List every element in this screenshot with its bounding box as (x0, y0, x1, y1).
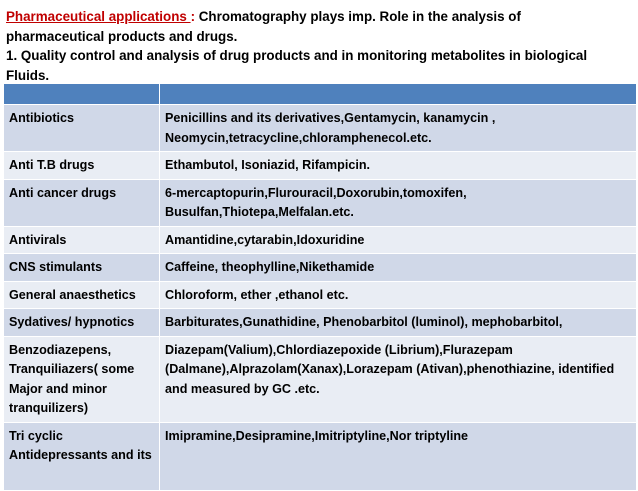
table-row (4, 309, 637, 337)
drugs-cell: 6-mercaptopurin,Flurouracil,Doxorubin,tomoxifen, Busulfan,Thiotepa,Melfalan.etc. (160, 179, 637, 226)
point-1: 1. Quality control and analysis of drug products and in monitoring metabolites in biological Fluids. (6, 48, 588, 83)
drugs-cell: Chloroform, ether ,ethanol etc. (160, 281, 637, 309)
category-cell: Benzodiazepens, Tranquiliazers( some Major and minor tranquilizers) (4, 336, 160, 422)
table-row (4, 281, 637, 309)
table-row (4, 179, 637, 226)
category-cell: Anti cancer drugs (4, 179, 160, 226)
category-cell: Anti T.B drugs (4, 152, 160, 180)
intro-text (6, 7, 632, 85)
category-cell: Sydatives/ hypnotics (4, 309, 160, 337)
drugs-cell: Barbiturates,Gunathidine, Phenobarbitol (luminol), mephobarbitol, (160, 309, 637, 337)
table-row (4, 226, 637, 254)
table-row (4, 152, 637, 180)
category-cell: CNS stimulants (4, 254, 160, 282)
drugs-cell: Ethambutol, Isoniazid, Rifampicin. (160, 152, 637, 180)
drug-table (3, 83, 637, 491)
drugs-cell: Imipramine,Desipramine,Imitriptyline,Nor triptyline (160, 422, 637, 490)
table-header-row (4, 84, 637, 105)
category-cell: General anaesthetics (4, 281, 160, 309)
section-heading: Pharmaceutical applications (6, 9, 191, 24)
drugs-cell: Penicillins and its derivatives,Gentamycin, kanamycin , Neomycin,tetracycline,chloramphenecol.etc. (160, 105, 637, 152)
header-cell-2 (160, 84, 637, 105)
heading-separator: : (190, 9, 196, 24)
drugs-cell: Caffeine, theophylline,Nikethamide (160, 254, 637, 282)
category-cell: Antivirals (4, 226, 160, 254)
header-cell-1 (4, 84, 160, 105)
table-row (4, 254, 637, 282)
table-row (4, 105, 637, 152)
table-row (4, 336, 637, 422)
category-cell: Antibiotics (4, 105, 160, 152)
table-row (4, 422, 637, 490)
category-cell: Tri cyclic Antidepressants and its (4, 422, 160, 490)
intro-line-1: Chromatography plays imp. Role in the analysis of (195, 9, 521, 24)
drugs-cell: Diazepam(Valium),Chlordiazepoxide (Librium),Flurazepam (Dalmane),Alprazolam(Xanax),Lorazepam (Ativan),phenothiazine, identified and measured by GC .etc. (160, 336, 637, 422)
drugs-cell: Amantidine,cytarabin,Idoxuridine (160, 226, 637, 254)
intro-line-2: pharmaceutical products and drugs. (6, 28, 238, 44)
